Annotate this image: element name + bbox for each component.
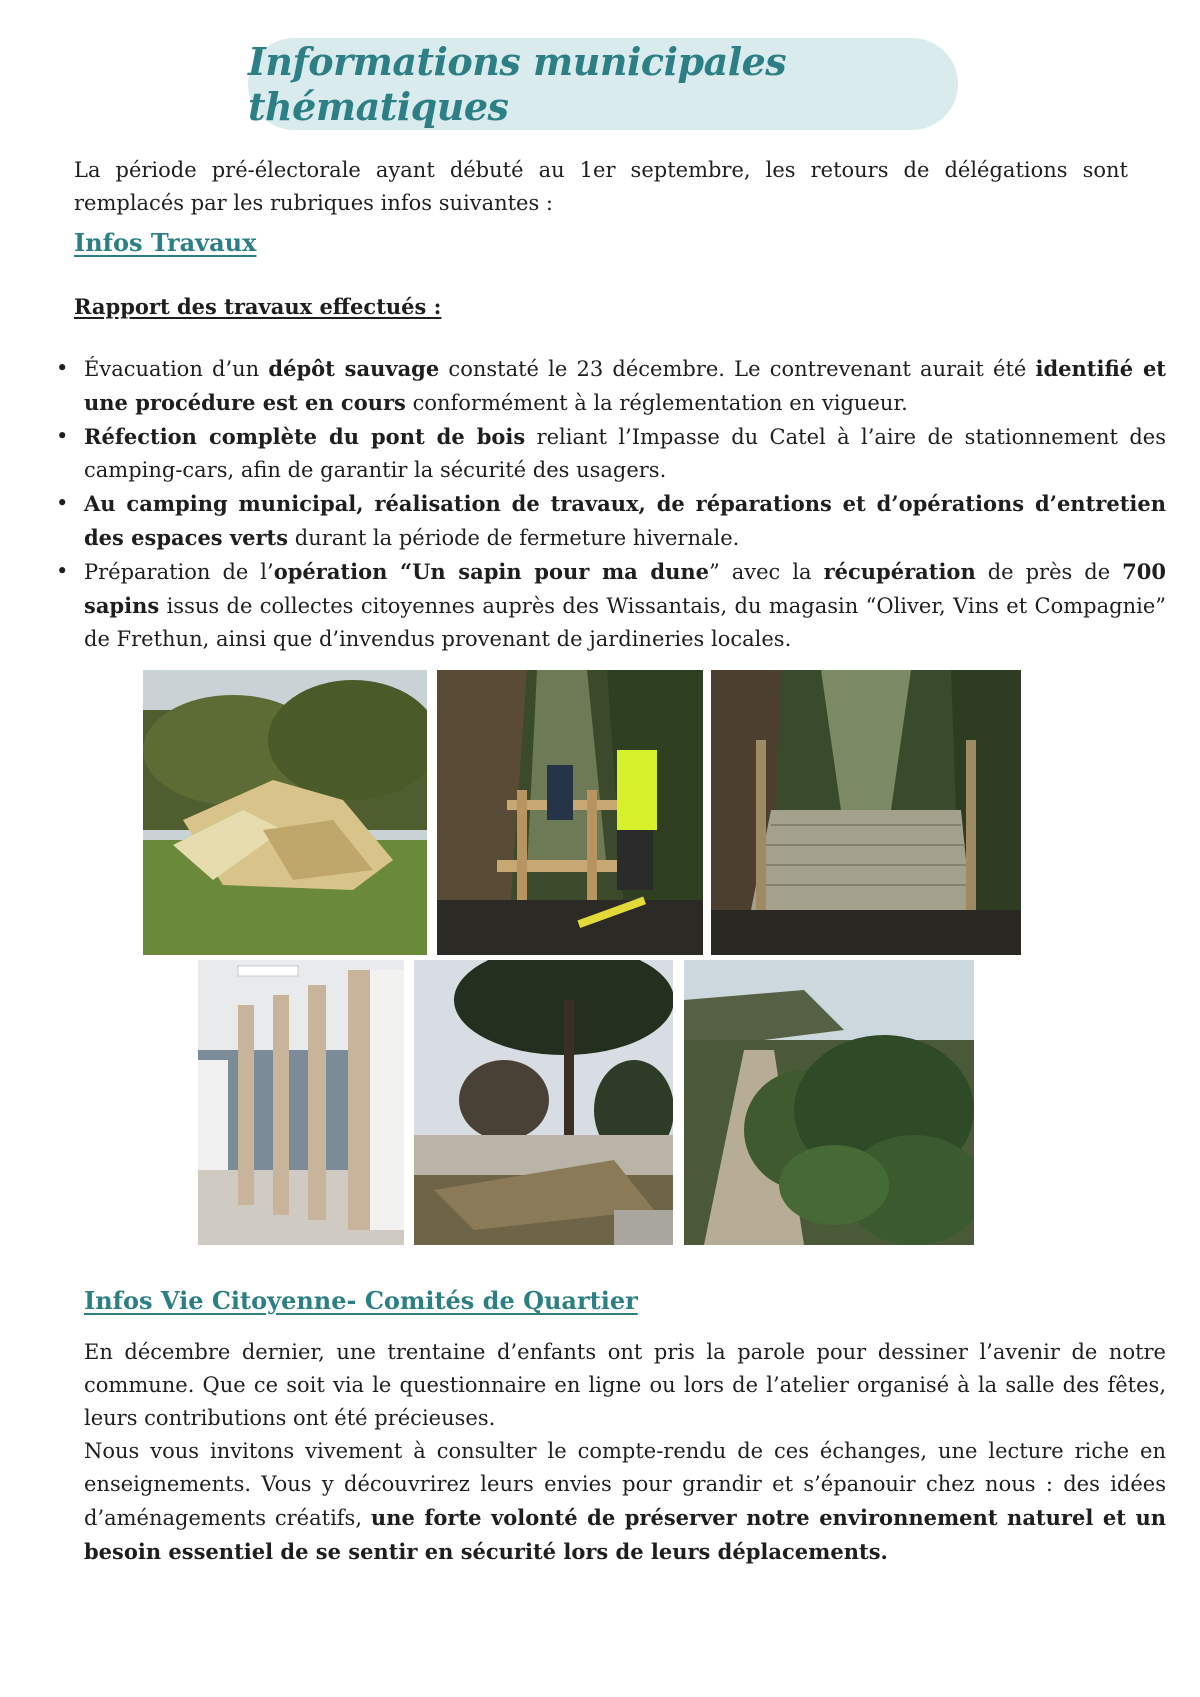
- text: durant la période de fermeture hivernale.: [288, 526, 740, 550]
- text: constaté le 23 décembre. Le contrevenant aurait été: [439, 357, 1036, 381]
- bold-text: dépôt sauvage: [268, 356, 440, 381]
- bullet-icon: •: [56, 424, 69, 448]
- bullet-icon: •: [56, 559, 69, 583]
- vie-paragraph-1: En décembre dernier, une trentaine d’enfants ont pris la parole pour dessiner l’avenir de notre commune. Que ce soit via le questionnaire en ligne ou lors de l’atelier organisé à la salle des fêtes, leurs contributions ont été précieuses.: [84, 1340, 1166, 1430]
- bold-text: 700 sapins: [84, 559, 1166, 618]
- list-item: [52, 352, 1166, 420]
- page-title: Informations municipales thématiques: [248, 39, 787, 129]
- bullet-icon: •: [56, 491, 69, 515]
- text: Évacuation d’un: [84, 357, 269, 381]
- vie-heading: Infos Vie Citoyenne- Comités de Quartier: [84, 1286, 638, 1315]
- text: conformément à la réglementation en vigueur.: [405, 391, 908, 415]
- list-item: [52, 555, 1166, 656]
- text: issus de collectes citoyennes auprès des Wissantais, du magasin “Oliver, Vins et Compagnie” de Frethun, ainsi que d’invendus provenant de jardineries locales.: [84, 594, 1166, 651]
- subheading-suffix: :: [426, 294, 442, 319]
- bold-text: une forte volonté de préserver notre environnement naturel et un besoin essentiel de se sentir en sécurité lors de leurs déplacements.: [84, 1505, 1166, 1564]
- photo-camping-trees: [414, 960, 673, 1245]
- text: Nous vous invitons vivement à consulter le compte-rendu de ces échanges, une lecture riche en enseignements. Vous y découvrirez leurs envies pour grandir et s’épanouir chez nous : des idées d’aménagements créatifs,: [84, 1439, 1166, 1530]
- bullet-icon: •: [56, 356, 69, 380]
- title-banner: [248, 38, 958, 130]
- text: Préparation de l’: [84, 560, 274, 584]
- vie-paragraphs: [84, 1336, 1166, 1569]
- text: ” avec la: [709, 560, 824, 584]
- vie-paragraph-2: [84, 1435, 1166, 1569]
- travaux-heading: Infos Travaux: [74, 228, 257, 257]
- photo-illegal-dumping: [143, 670, 427, 955]
- travaux-subheading: [74, 294, 441, 319]
- text: reliant l’Impasse du Catel à l’aire de stationnement des camping-cars, afin de garantir la sécurité des usagers.: [84, 425, 1167, 482]
- bold-text: opération “Un sapin pour ma dune: [273, 559, 710, 584]
- photo-christmas-trees: [684, 960, 974, 1245]
- list-item: [52, 487, 1166, 555]
- bold-text: identifié et une procédure est en cours: [84, 356, 1167, 415]
- bold-text: Réfection complète du pont de bois: [84, 424, 526, 449]
- bold-text: Au camping municipal, réalisation de travaux, de réparations et d’opérations d’entretien des espaces verts: [84, 491, 1166, 550]
- bold-text: récupération: [823, 559, 976, 584]
- intro-paragraph: La période pré-électorale ayant débuté au 1er septembre, les retours de délégations sont remplacés par les rubriques infos suivantes :: [74, 158, 1128, 215]
- photo-camping-sanitary: [198, 960, 404, 1245]
- photo-bridge-finished: [711, 670, 1021, 955]
- text: de près de: [975, 560, 1123, 584]
- list-item: [52, 420, 1166, 487]
- photo-bridge-construction: [437, 670, 703, 955]
- travaux-list: [52, 352, 1166, 656]
- subheading-text: Rapport des travaux effectués: [74, 294, 427, 319]
